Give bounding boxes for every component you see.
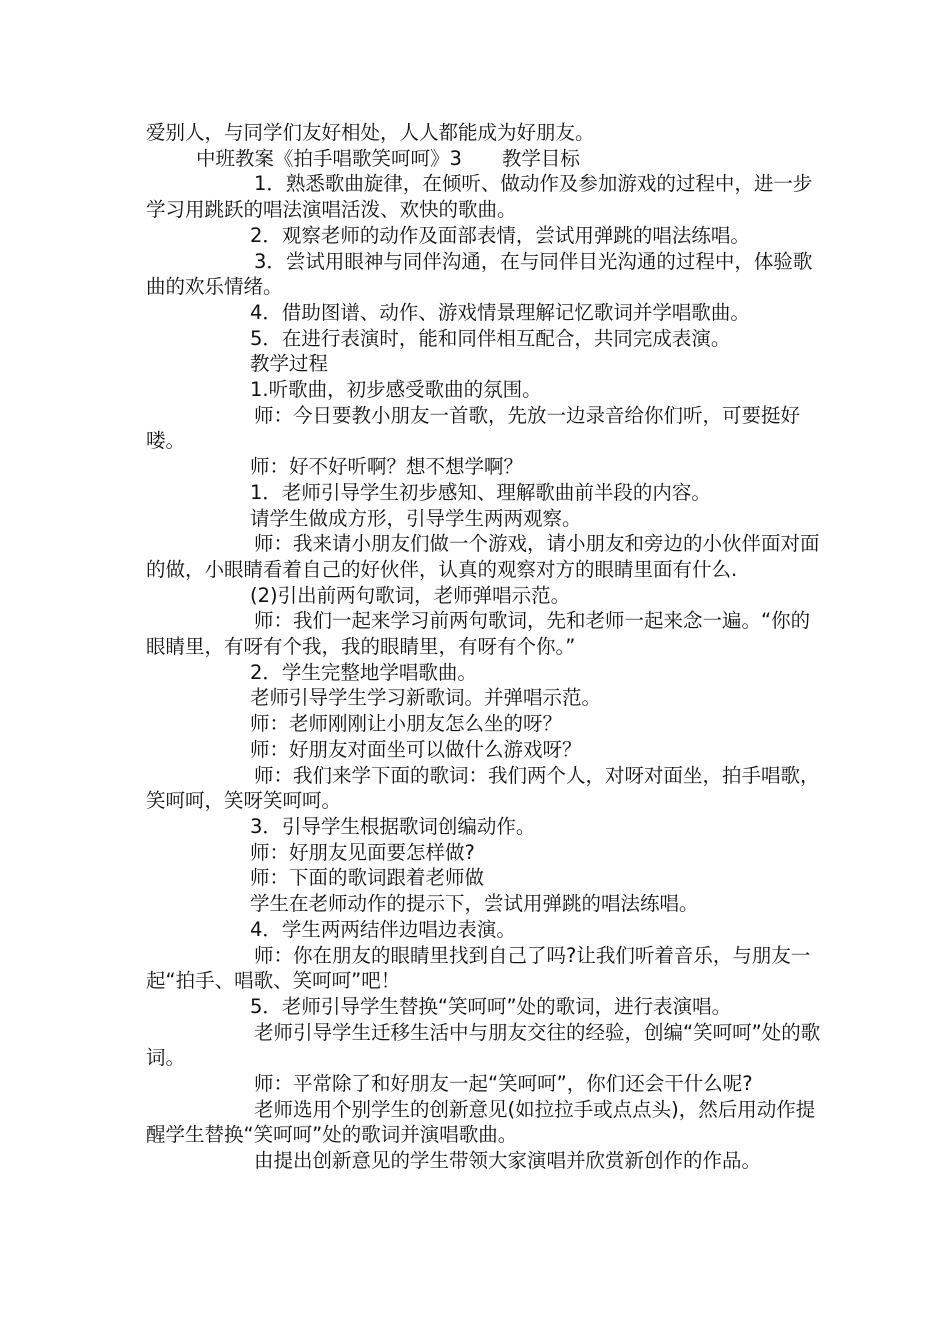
- heading-title: 中班教案《拍手唱歌笑呵呵》3: [196, 146, 462, 170]
- paragraph: 师：我们来学下面的歌词：我们两个人，对呀对面坐，拍手唱歌，笑呵呵，笑呀笑呵呵。: [146, 763, 820, 813]
- paragraph: 2．学生完整地学唱歌曲。: [250, 660, 477, 684]
- paragraph: 老师选用个别学生的创新意见(如拉拉手或点点头)，然后用动作提醒学生替换“笑呵呵”处的歌词并演唱歌曲。: [146, 1097, 816, 1147]
- paragraph: 3．引导学生根据歌词创编动作。: [250, 814, 536, 838]
- paragraph: 师：老师刚刚让小朋友怎么坐的呀？: [250, 712, 563, 736]
- paragraph: 4．学生两两结伴边唱边表演。: [250, 917, 516, 941]
- paragraph: 师：好朋友见面要怎样做?: [250, 840, 475, 864]
- paragraph: 师：我们一起来学习前两句歌词，先和老师一起来念一遍。“你的眼睛里，有呀有个我，我的眼睛里，有呀有个你。”: [146, 609, 811, 659]
- paragraph: 1．熟悉歌曲旋律，在倾听、做动作及参加游戏的过程中，进一步学习用跳跃的唱法演唱活泼、欢快的歌曲。: [146, 172, 813, 222]
- section-heading: 教学过程: [250, 352, 329, 376]
- paragraph: 师：我来请小朋友们做一个游戏，请小朋友和旁边的小伙伴面对面的做，小眼睛看着自己的好伙伴，认真的观察对方的眼睛里面有什么.: [146, 532, 820, 581]
- paragraph: 1．老师引导学生初步感知、理解歌曲前半段的内容。: [250, 480, 711, 504]
- paragraph: 5．老师引导学生替换“笑呵呵”处的歌词，进行表演唱。: [250, 994, 732, 1018]
- document-body: [146, 120, 826, 1174]
- paragraph: (2)引出前两句歌词，老师弹唱示范。: [250, 583, 571, 607]
- paragraph: 1.听歌曲，初步感受歌曲的氛围。: [250, 378, 542, 402]
- paragraph: 师：平常除了和好朋友一起“笑呵呵”，你们还会干什么呢?: [254, 1072, 753, 1096]
- paragraph: 师：好朋友对面坐可以做什么游戏呀？: [250, 737, 582, 761]
- section-heading: [146, 146, 826, 172]
- paragraph: 4．借助图谱、动作、游戏情景理解记忆歌词并学唱歌曲。: [250, 300, 750, 324]
- paragraph: 2．观察老师的动作及面部表情，尝试用弹跳的唱法练唱。: [250, 223, 750, 247]
- paragraph: 师：今日要教小朋友一首歌，先放一边录音给你们听，可要挺好喽。: [146, 403, 801, 453]
- paragraph: 师：你在朋友的眼睛里找到自己了吗?让我们听着音乐，与朋友一 起“拍手、唱歌、笑呵呵”吧！: [146, 943, 811, 993]
- paragraph: 3．尝试用眼神与同伴沟通，在与同伴目光沟通的过程中，体验歌曲的欢乐情绪。: [146, 249, 813, 299]
- paragraph: 由提出创新意见的学生带领大家演唱并欣赏新创作的作品。: [254, 1149, 762, 1173]
- paragraph: 5．在进行表演时，能和同伴相互配合，共同完成表演。: [250, 326, 731, 350]
- paragraph: 师：好不好听啊？想不想学啊？: [250, 455, 524, 479]
- paragraph: 学生在老师动作的提示下，尝试用弹跳的唱法练唱。: [250, 892, 699, 916]
- heading-subtitle: 教学目标: [501, 146, 580, 170]
- paragraph: 师：下面的歌词跟着老师做: [250, 866, 485, 890]
- paragraph: 老师引导学生迁移生活中与朋友交往的经验，创编“笑呵呵”处的歌词。: [146, 1020, 821, 1070]
- paragraph: 爱别人，与同学们友好相处，人人都能成为好朋友。: [146, 121, 595, 144]
- paragraph: 老师引导学生学习新歌词。并弹唱示范。: [250, 686, 602, 710]
- paragraph: 请学生做成方形，引导学生两两观察。: [250, 506, 582, 530]
